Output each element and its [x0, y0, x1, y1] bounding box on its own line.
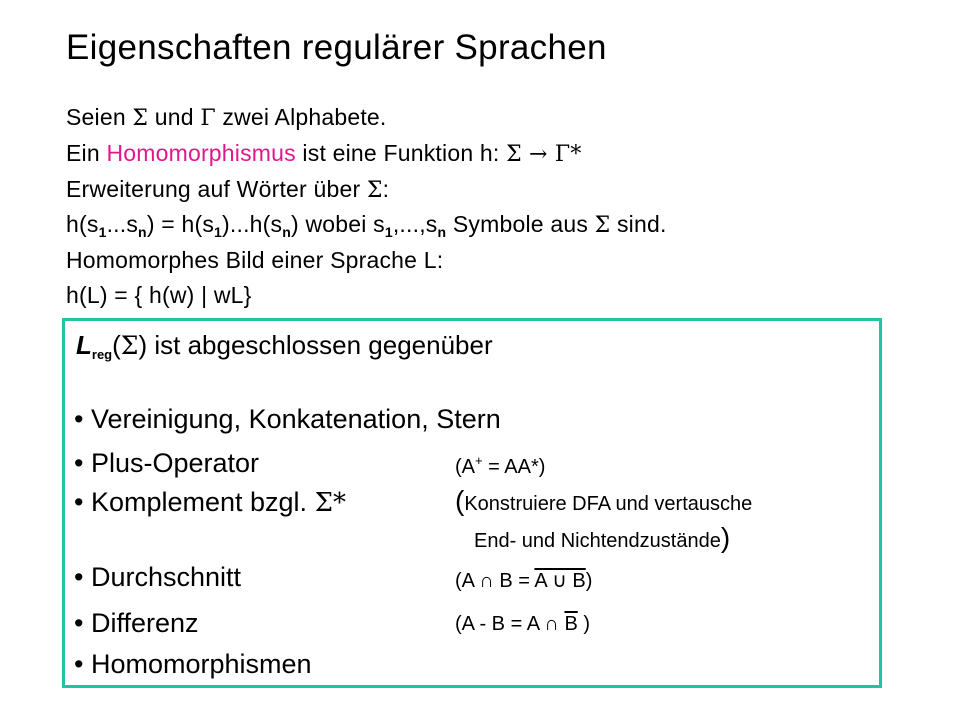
overlined-union: A ∪ B	[534, 570, 586, 592]
plus-note	[455, 453, 546, 479]
overlined-b: $\overline{B}$	[564, 613, 578, 635]
subscript: n	[282, 224, 291, 240]
text: = AA*)	[482, 456, 546, 478]
list-item-difference: • Differenz	[74, 608, 199, 638]
text: h(s	[66, 211, 99, 237]
list-item-homomorphisms: • Homomorphismen	[74, 649, 312, 679]
complement-note-2	[474, 522, 730, 554]
text: • Komplement bzgl.	[74, 487, 315, 517]
text: ) = h(s	[146, 211, 215, 237]
text: sind.	[610, 211, 667, 237]
gamma-symbol: Γ	[200, 106, 216, 131]
difference-note	[455, 613, 590, 636]
intersection-note	[455, 568, 592, 593]
intro-line-extension	[66, 176, 389, 203]
page-title: Eigenschaften regulärer Sprachen	[66, 28, 607, 67]
text: (A - B = A ∩	[455, 613, 565, 635]
list-item-complement	[74, 487, 346, 518]
sigma-symbol: Σ	[366, 178, 383, 203]
intro-line-alphabets	[66, 104, 387, 131]
subscript: 1	[384, 224, 393, 240]
text: ...s	[106, 211, 139, 237]
text: Erweiterung auf Wörter über	[66, 176, 367, 202]
box-heading	[76, 330, 493, 361]
text: (A ∩ B =	[455, 570, 535, 592]
text: (	[455, 485, 465, 516]
subscript: n	[437, 224, 447, 240]
intro-line-definition	[66, 211, 667, 238]
intro-line-image: Homomorphes Bild einer Sprache L:	[66, 247, 444, 273]
superscript: +	[475, 453, 483, 468]
language-class-L: L	[76, 330, 92, 360]
sigma-symbol: Σ	[120, 331, 139, 360]
text: (	[112, 330, 121, 360]
text: Symbole aus	[446, 211, 595, 237]
sigma-symbol: Σ	[132, 106, 149, 131]
intro-line-homomorphism	[66, 140, 582, 167]
list-item-plus: • Plus-Operator	[74, 448, 260, 478]
list-item-intersection: • Durchschnitt	[74, 562, 242, 592]
text: Seien	[66, 104, 133, 130]
text: ) ist abgeschlossen gegenüber	[138, 330, 493, 360]
text: )	[720, 522, 731, 553]
complement-note-1	[455, 485, 752, 517]
subscript: n	[138, 224, 147, 240]
text: )	[585, 570, 593, 592]
subscript: 1	[214, 224, 223, 240]
subscript-reg: reg	[91, 347, 113, 362]
text: :	[382, 176, 390, 202]
text: ) wobei s	[291, 211, 385, 237]
text: zwei Alphabete.	[215, 104, 387, 130]
text: (A	[455, 456, 475, 478]
text: Konstruiere DFA und vertausche	[464, 493, 753, 515]
text: ,...,s	[392, 211, 438, 237]
sigma-star-symbol: Σ*	[314, 488, 346, 518]
text: End- und Nichtendzustände	[474, 530, 721, 552]
text: und	[148, 104, 201, 130]
intro-line-image-formula: h(L) = { h(w) | wL}	[66, 282, 252, 308]
text: ist eine Funktion h:	[295, 140, 507, 166]
sigma-symbol: Σ	[594, 213, 611, 238]
text: )	[577, 613, 590, 635]
list-item-union: • Vereinigung, Konkatenation, Stern	[74, 404, 501, 434]
mapping-formula: Σ → Γ*	[506, 142, 582, 167]
text: )...h(s	[222, 211, 283, 237]
subscript: 1	[98, 224, 107, 240]
text: Ein	[66, 140, 107, 166]
term-homomorphismus: Homomorphismus	[106, 140, 296, 166]
